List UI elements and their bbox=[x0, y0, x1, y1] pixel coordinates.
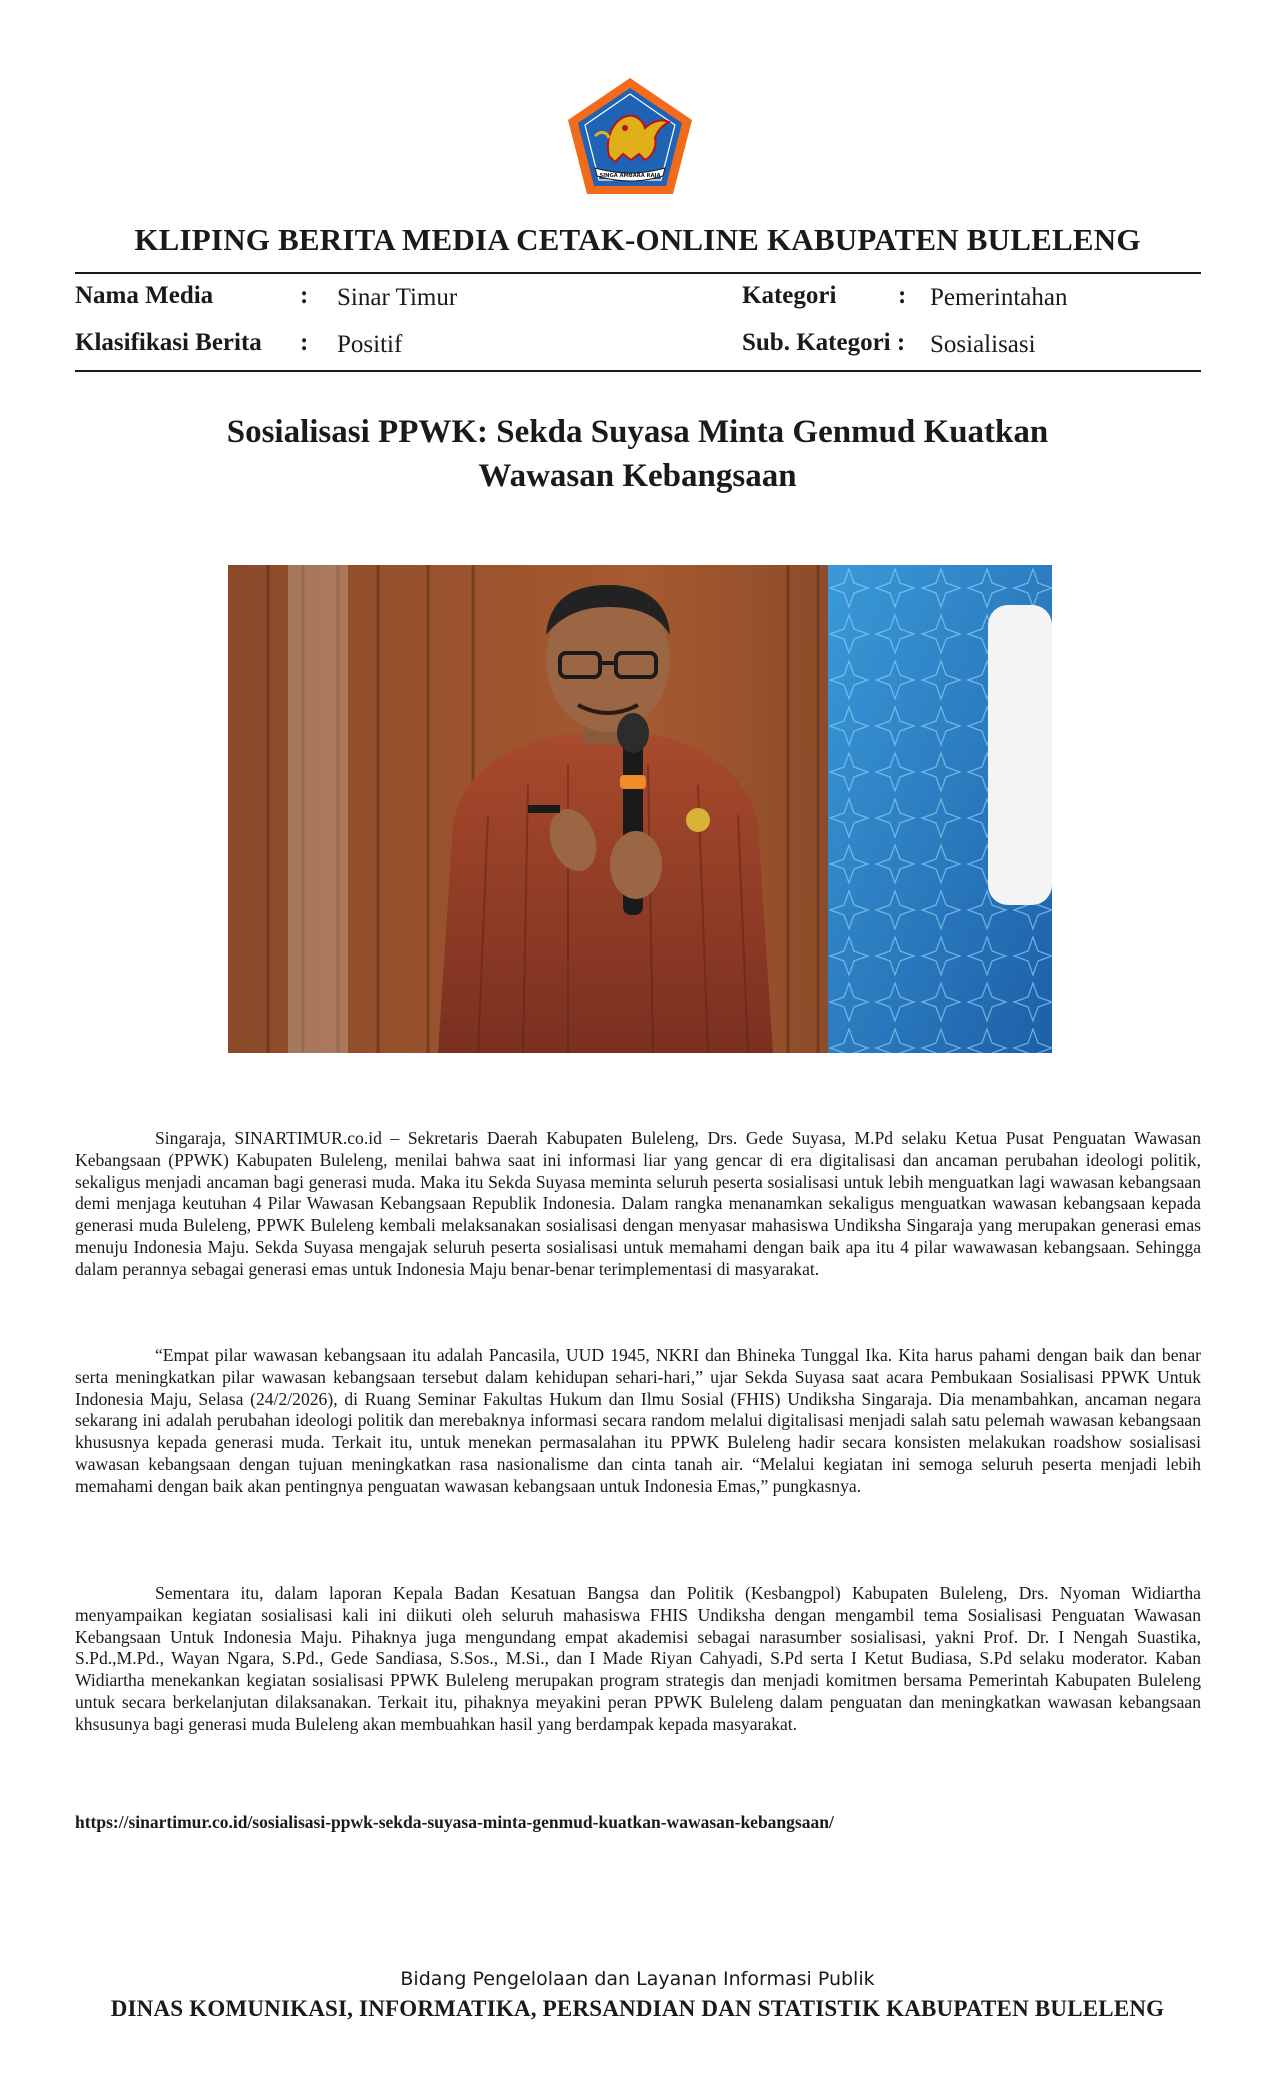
meta-label-klasifikasi: Klasifikasi Berita bbox=[75, 329, 262, 356]
header-divider-bottom bbox=[75, 370, 1201, 372]
article-paragraph-3: Sementara itu, dalam laporan Kepala Badan Kesatuan Bangsa dan Politik (Kesbangpol) Kabupaten Buleleng, Drs. Nyoman Widiartha menyampaikan kegiatan sosialisasi kali ini diikuti oleh seluruh mahasiswa FHIS Undiksha dengan mengambil tema Sosialisasi Penguatan Wawasan Kebangsaan Untuk Indonesia Maju. Pihaknya juga mengundang empat akademisi sebagai narasumber sosialisasi, yakni Prof. Dr. I Nengah Suastika, S.Pd.,M.Pd., Wayan Ngara, S.Pd., Gede Sandiasa, S.Sos., M.Si., dan I Made Riyan Cahyadi, S.Pd serta I Ketut Budiasa, S.Pd selaku moderator. Kaban Widiartha menekankan kegiatan sosialisasi PPWK Buleleng merupakan program strategis dan menjadi komitmen bersama Pemerintah Kabupaten Buleleng untuk secara berkelanjutan dilaksanakan. Terkait itu, pihaknya meyakini peran PPWK Buleleng dalam penguatan dan meningkatkan wawasan kebangsaan khsusunya bagi generasi muda Buleleng akan membuahkan hasil yang berdampak kepada masyarakat. bbox=[75, 1583, 1201, 1734]
article-photo bbox=[228, 565, 1052, 1053]
speaker-with-microphone-photo bbox=[228, 565, 1052, 1053]
headline-line-1: Sosialisasi PPWK: Sekda Suyasa Minta Genmud Kuatkan bbox=[226, 414, 1049, 450]
meta-value-klasifikasi: Positif bbox=[337, 331, 403, 358]
meta-value-sub-kategori: Sosialisasi bbox=[930, 331, 1036, 358]
meta-colon-nama-media: : bbox=[300, 282, 309, 309]
meta-label-kategori: Kategori bbox=[742, 282, 837, 309]
regency-crest-logo bbox=[565, 76, 695, 198]
meta-value-nama-media: Sinar Timur bbox=[337, 284, 458, 311]
footer-department: Bidang Pengelolaan dan Layanan Informasi Publik bbox=[400, 1968, 875, 1990]
meta-value-kategori: Pemerintahan bbox=[930, 284, 1068, 311]
regency-crest-icon bbox=[565, 76, 695, 198]
meta-label-sub-kategori: Sub. Kategori : bbox=[742, 329, 906, 356]
article-headline bbox=[0, 410, 1275, 498]
meta-colon-klasifikasi: : bbox=[300, 329, 309, 356]
meta-colon-kategori: : bbox=[898, 282, 907, 309]
crest-motto: SINGA AMBARA RAJA bbox=[599, 173, 661, 179]
page-title: KLIPING BERITA MEDIA CETAK-ONLINE KABUPATEN BULELENG bbox=[134, 222, 1141, 257]
header-divider-top bbox=[75, 272, 1201, 274]
source-link[interactable]: https://sinartimur.co.id/sosialisasi-ppwk-sekda-suyasa-minta-genmud-kuatkan-wawasan-kebangsaan/ bbox=[75, 1812, 834, 1832]
meta-label-nama-media: Nama Media bbox=[75, 282, 214, 309]
article-paragraph-1: Singaraja, SINARTIMUR.co.id – Sekretaris Daerah Kabupaten Buleleng, Drs. Gede Suyasa, M.Pd selaku Ketua Pusat Penguatan Wawasan Kebangsaan (PPWK) Kabupaten Buleleng, menilai bahwa saat ini informasi liar yang gencar di era digitalisasi dan ancaman perubahan ideologi politik, sekaligus menjadi ancaman bagi generasi muda. Maka itu Sekda Suyasa meminta seluruh peserta sosialisasi untuk lebih menguatkan lagi wawasan kebangsaan demi menjaga keutuhan 4 Pilar Wawasan Kebangsaan Republik Indonesia. Dalam rangka menanamkan sekaligus menguatkan wawasan kebangsaan kepada generasi muda Buleleng, PPWK Buleleng kembali melaksanakan sosialisasi dengan menyasar mahasiswa Undiksha Singaraja yang merupakan generasi emas menuju Indonesia Maju. Sekda Suyasa mengajak seluruh peserta sosialisasi untuk memahami dengan baik apa itu 4 pilar wawawasan kebangsaan. Sehingga dalam perannya sebagai generasi emas untuk Indonesia Maju benar-benar terimplementasi di masyarakat. bbox=[75, 1128, 1201, 1279]
footer-agency: DINAS KOMUNIKASI, INFORMATIKA, PERSANDIAN DAN STATISTIK KABUPATEN BULELENG bbox=[110, 1996, 1165, 2021]
article-paragraph-2: “Empat pilar wawasan kebangsaan itu adalah Pancasila, UUD 1945, NKRI dan Bhineka Tunggal Ika. Kita harus pahami dengan baik dan benar serta meningkatkan pilar wawasan kebangsaan tersebut dalam kehidupan sehari-hari,” ujar Sekda Suyasa saat acara Pembukaan Sosialisasi PPWK Untuk Indonesia Maju, Selasa (24/2/2026), di Ruang Seminar Fakultas Hukum dan Ilmu Sosial (FHIS) Undiksha Singaraja. Dia menambahkan, ancaman negara sekarang ini adalah perubahan ideologi politik dan merebaknya informasi secara random melalui digitalisasi menjadi salah satu pelemah wawasan kebangsaan khususnya kepada generasi muda. Terkait itu, untuk menekan permasalahan itu PPWK Buleleng hadir secara konsisten melakukan roadshow sosialisasi wawasan kebangsaan dengan tujuan meningkatkan rasa nasionalisme dan cinta tanah air. “Melalui kegiatan ini semoga seluruh peserta menjadi lebih memahami dengan baik akan pentingnya penguatan wawasan kebangsaan untuk Indonesia Emas,” pungkasnya. bbox=[75, 1345, 1201, 1496]
headline-line-2: Wawasan Kebangsaan bbox=[478, 458, 797, 494]
